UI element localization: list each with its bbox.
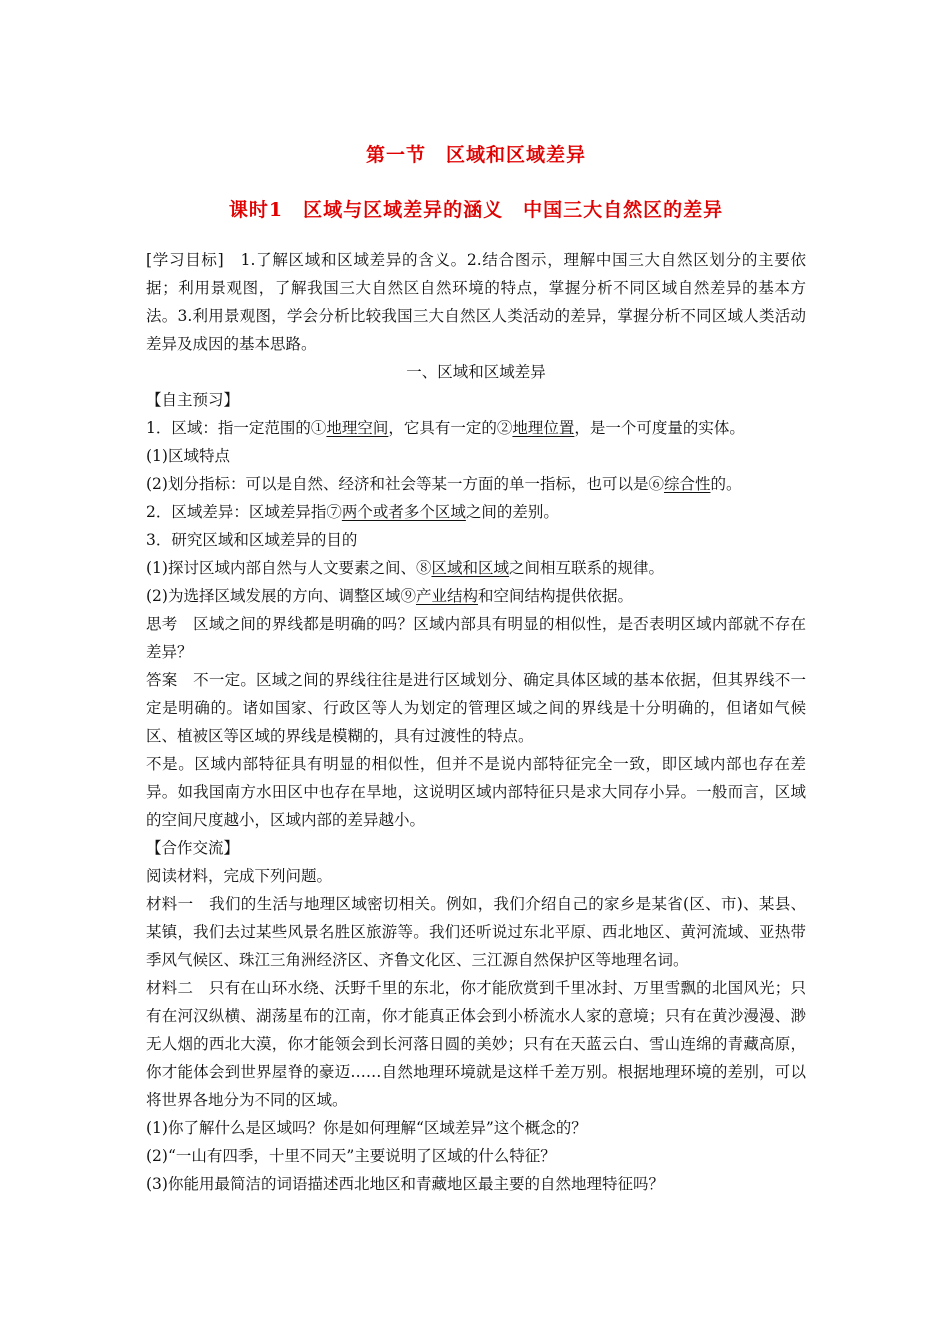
answer-blank: 地理位置 [512,419,575,437]
preview-line-7: (2)为选择区域发展的方向、调整区域⑨产业结构和空间结构提供依据。 [146,587,633,605]
answer-blank: 产业结构 [415,587,478,605]
material-2: 材料二 只有在山环水绕、沃野千里的东北，你才能欣赏到千里冰封、万里雪飘的北国风光；只有在河汉纵横、湖荡星布的江南，你才能真正体会到小桥流水人家的意境；只有在黄沙漫漫、渺无人烟的西北大漠，你才能领会到长河落日圆的美妙；只有在天蓝云白、雪山连绵的青藏高原，你才能体会到世界屋脊的豪迈……自然地理环境就是这样千差万别。根据地理环境的差别，可以将世界各地分为不同的区域。 [146,979,806,1109]
preview-line-2: (1)区域特点 [146,447,230,465]
preview-line-1: 1．区域：指一定范围的①地理空间，它具有一定的②地理位置，是一个可度量的实体。 [146,419,745,437]
question-3: (3)你能用最简洁的词语描述西北地区和青藏地区最主要的自然地理特征吗？ [146,1175,664,1193]
answer-paragraph-2: 不是。区域内部特征具有明显的相似性，但并不是说内部特征完全一致，即区域内部也存在差异。如我国南方水田区中也存在旱地，这说明区域内部特征只是求大同存小异。一般而言，区域的空间尺度越小，区域内部的差异越小。 [146,755,806,829]
answer-blank: 两个或者多个区域 [341,503,466,521]
section-title: 第一节 区域和区域差异 [365,144,586,166]
answer-blank: 综合性 [663,475,711,493]
preview-line-6: (1)探讨区域内部自然与人文要素之间、⑧区域和区域之间相互联系的规律。 [146,559,664,577]
coop-intro: 阅读材料，完成下列问题。 [146,867,333,885]
subsection-heading: 一、区域和区域差异 [406,363,546,381]
document-page [146,140,806,1198]
preview-line-5: 3．研究区域和区域差异的目的 [146,531,358,549]
lesson-title: 课时1 区域与区域差异的涵义 中国三大自然区的差异 [228,199,724,221]
preview-line-3: (2)划分指标：可以是自然、经济和社会等某一方面的单一指标，也可以是⑥综合性的。 [146,475,742,493]
answer-blank: 区域和区域 [431,559,509,577]
preview-heading: 【自主预习】 [146,391,240,409]
learning-objectives: [学习目标] 1.了解区域和区域差异的含义。2.结合图示，理解中国三大自然区划分的主要依据；利用景观图，了解我国三大自然区自然环境的特点，掌握分析不同区域自然差异的基本方法。3.利用景观图，学会分析比较我国三大自然区人类活动的差异，掌握分析不同区域人类活动差异及成因的基本思路。 [146,251,806,353]
preview-line-4: 2．区域差异：区域差异指⑦两个或者多个区域之间的差别。 [146,503,559,521]
answer-paragraph-1: 答案 不一定。区域之间的界线往往是进行区域划分、确定具体区域的基本依据，但其界线不一定是明确的。诸如国家、行政区等人为划定的管理区域之间的界线是十分明确的，但诸如气候区、植被区等区域的界线是模糊的，具有过渡性的特点。 [146,671,806,745]
question-1: (1)你了解什么是区域吗？你是如何理解“区域差异”这个概念的？ [146,1119,587,1137]
question-2: (2)“一山有四季，十里不同天”主要说明了区域的什么特征？ [146,1147,556,1165]
coop-heading: 【合作交流】 [146,839,240,857]
material-1: 材料一 我们的生活与地理区域密切相关。例如，我们介绍自己的家乡是某省(区、市)、某县、某镇，我们去过某些风景名胜区旅游等。我们还听说过东北平原、西北地区、黄河流域、亚热带季风气候区、珠江三角洲经济区、齐鲁文化区、三江源自然保护区等地理名词。 [146,895,806,969]
think-question: 思考 区域之间的界线都是明确的吗？区域内部具有明显的相似性，是否表明区域内部就不存在差异？ [146,615,806,661]
answer-blank: 地理空间 [326,419,389,437]
